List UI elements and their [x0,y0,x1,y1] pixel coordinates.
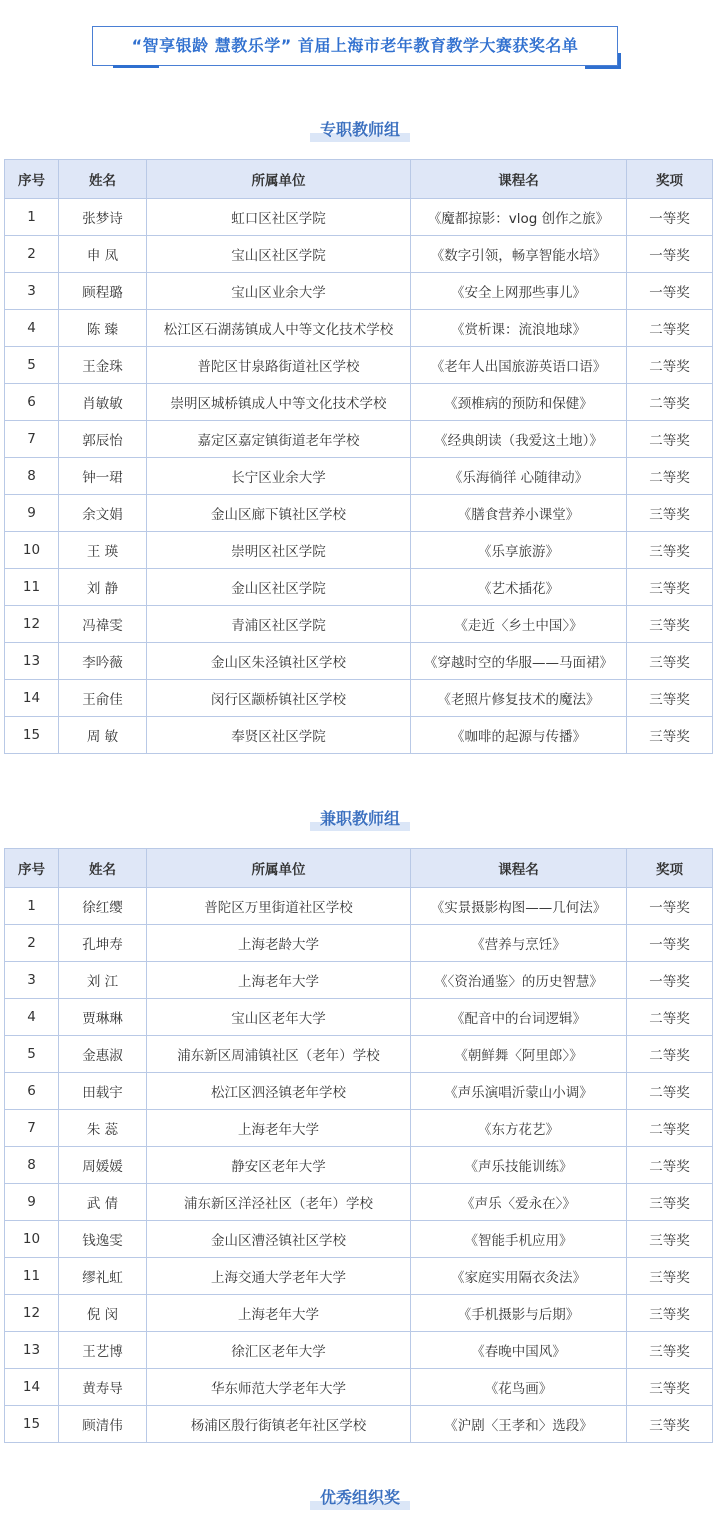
cell-index: 3 [5,962,59,999]
cell-index: 15 [5,717,59,754]
cell-award: 三等奖 [627,643,713,680]
cell-name: 贾琳琳 [59,999,147,1036]
cell-course: 《营养与烹饪》 [411,925,627,962]
table-row [5,643,713,680]
title-banner [92,26,618,66]
cell-index: 6 [5,1073,59,1110]
cell-course: 《老年人出国旅游英语口语》 [411,347,627,384]
cell-course: 《老照片修复技术的魔法》 [411,680,627,717]
cell-award: 二等奖 [627,458,713,495]
section-title: 兼职教师组 [310,807,410,831]
cell-name: 周媛媛 [59,1147,147,1184]
cell-unit: 宝山区老年大学 [147,999,411,1036]
cell-award: 一等奖 [627,925,713,962]
cell-award: 二等奖 [627,1147,713,1184]
cell-award: 二等奖 [627,384,713,421]
header-course: 课程名 [411,849,627,888]
header-index: 序号 [5,849,59,888]
cell-award: 三等奖 [627,1184,713,1221]
table-row [5,925,713,962]
table-row [5,680,713,717]
cell-name: 徐红缨 [59,888,147,925]
cell-unit: 金山区朱泾镇社区学校 [147,643,411,680]
cell-index: 9 [5,495,59,532]
title-accent-left [113,65,159,68]
table-row [5,888,713,925]
cell-course: 《手机摄影与后期》 [411,1295,627,1332]
header-award: 奖项 [627,849,713,888]
cell-course: 《声乐演唱沂蒙山小调》 [411,1073,627,1110]
cell-unit: 长宁区业余大学 [147,458,411,495]
cell-course: 《沪剧〈王孝和〉选段》 [411,1406,627,1443]
table-row [5,962,713,999]
cell-course: 《春晚中国风》 [411,1332,627,1369]
table-row [5,347,713,384]
cell-award: 三等奖 [627,1369,713,1406]
cell-index: 1 [5,199,59,236]
cell-award: 三等奖 [627,1406,713,1443]
cell-course: 《颈椎病的预防和保健》 [411,384,627,421]
table-row [5,199,713,236]
cell-unit: 闵行区颛桥镇社区学校 [147,680,411,717]
table-row [5,1295,713,1332]
header-award: 奖项 [627,160,713,199]
cell-unit: 金山区漕泾镇社区学校 [147,1221,411,1258]
cell-course: 《走近〈乡土中国〉》 [411,606,627,643]
cell-award: 一等奖 [627,236,713,273]
cell-unit: 嘉定区嘉定镇街道老年学校 [147,421,411,458]
table-row [5,717,713,754]
cell-index: 7 [5,421,59,458]
cell-award: 三等奖 [627,680,713,717]
cell-course: 《经典朗读（我爱这土地）》 [411,421,627,458]
table-row [5,1258,713,1295]
cell-course: 《乐海徜徉 心随律动》 [411,458,627,495]
cell-unit: 浦东新区周浦镇社区（老年）学校 [147,1036,411,1073]
cell-index: 11 [5,569,59,606]
cell-name: 孔坤寿 [59,925,147,962]
cell-name: 张梦诗 [59,199,147,236]
table-row [5,1221,713,1258]
cell-award: 三等奖 [627,1221,713,1258]
cell-award: 二等奖 [627,310,713,347]
cell-unit: 静安区老年大学 [147,1147,411,1184]
cell-unit: 徐汇区老年大学 [147,1332,411,1369]
header-unit: 所属单位 [147,849,411,888]
section-title: 专职教师组 [310,118,410,142]
cell-name: 朱 蕊 [59,1110,147,1147]
table-row [5,1036,713,1073]
cell-award: 三等奖 [627,717,713,754]
cell-course: 《赏析课：流浪地球》 [411,310,627,347]
table-row [5,310,713,347]
table-header-row [5,160,713,199]
cell-name: 肖敏敏 [59,384,147,421]
cell-unit: 上海老龄大学 [147,925,411,962]
cell-unit: 松江区泗泾镇老年学校 [147,1073,411,1110]
cell-name: 钱逸雯 [59,1221,147,1258]
title-accent-corner-h [585,66,621,69]
cell-name: 王俞佳 [59,680,147,717]
cell-name: 顾程璐 [59,273,147,310]
table-row [5,458,713,495]
cell-award: 三等奖 [627,1258,713,1295]
cell-name: 陈 臻 [59,310,147,347]
cell-index: 7 [5,1110,59,1147]
cell-course: 《安全上网那些事儿》 [411,273,627,310]
cell-index: 13 [5,1332,59,1369]
cell-award: 二等奖 [627,1036,713,1073]
parttime-award-table [4,848,713,1443]
cell-unit: 青浦区社区学院 [147,606,411,643]
table-row [5,1332,713,1369]
cell-name: 申 凤 [59,236,147,273]
cell-index: 5 [5,347,59,384]
table-row [5,606,713,643]
cell-index: 2 [5,236,59,273]
table-row [5,999,713,1036]
cell-course: 《数字引领，畅享智能水培》 [411,236,627,273]
section-heading-fulltime [0,118,720,142]
cell-index: 3 [5,273,59,310]
cell-unit: 金山区社区学院 [147,569,411,606]
cell-course: 《膳食营养小课堂》 [411,495,627,532]
cell-award: 二等奖 [627,421,713,458]
cell-course: 《咖啡的起源与传播》 [411,717,627,754]
cell-index: 4 [5,310,59,347]
cell-award: 二等奖 [627,1073,713,1110]
cell-unit: 上海老年大学 [147,1295,411,1332]
cell-name: 郭辰怡 [59,421,147,458]
cell-name: 周 敏 [59,717,147,754]
cell-course: 《穿越时空的华服——马面裙》 [411,643,627,680]
cell-name: 金惠淑 [59,1036,147,1073]
cell-award: 一等奖 [627,962,713,999]
cell-index: 11 [5,1258,59,1295]
cell-unit: 上海老年大学 [147,1110,411,1147]
cell-award: 二等奖 [627,1110,713,1147]
cell-name: 李吟薇 [59,643,147,680]
cell-award: 三等奖 [627,606,713,643]
cell-index: 13 [5,643,59,680]
table-row [5,569,713,606]
header-name: 姓名 [59,160,147,199]
cell-index: 14 [5,680,59,717]
cell-award: 三等奖 [627,569,713,606]
cell-award: 一等奖 [627,273,713,310]
cell-name: 黄寿导 [59,1369,147,1406]
cell-award: 三等奖 [627,1295,713,1332]
cell-award: 一等奖 [627,199,713,236]
cell-course: 《配音中的台词逻辑》 [411,999,627,1036]
cell-name: 王金珠 [59,347,147,384]
table-row [5,532,713,569]
header-course: 课程名 [411,160,627,199]
cell-name: 王艺博 [59,1332,147,1369]
cell-index: 10 [5,1221,59,1258]
section-title: 优秀组织奖 [310,1486,410,1510]
cell-unit: 浦东新区洋泾社区（老年）学校 [147,1184,411,1221]
cell-award: 一等奖 [627,888,713,925]
table-row [5,1369,713,1406]
table-row [5,273,713,310]
cell-index: 8 [5,1147,59,1184]
cell-index: 9 [5,1184,59,1221]
cell-name: 倪 闵 [59,1295,147,1332]
cell-unit: 崇明区城桥镇成人中等文化技术学校 [147,384,411,421]
cell-index: 14 [5,1369,59,1406]
cell-index: 12 [5,1295,59,1332]
cell-name: 王 瑛 [59,532,147,569]
section-heading-organization [0,1486,720,1510]
cell-course: 《家庭实用隔衣灸法》 [411,1258,627,1295]
cell-course: 《朝鲜舞〈阿里郎〉》 [411,1036,627,1073]
cell-name: 余文娟 [59,495,147,532]
cell-course: 《声乐〈爱永在〉》 [411,1184,627,1221]
cell-index: 15 [5,1406,59,1443]
cell-award: 三等奖 [627,532,713,569]
cell-unit: 虹口区社区学院 [147,199,411,236]
cell-name: 缪礼虹 [59,1258,147,1295]
table-row [5,1184,713,1221]
table-row [5,384,713,421]
cell-unit: 崇明区社区学院 [147,532,411,569]
table-row [5,421,713,458]
cell-index: 2 [5,925,59,962]
cell-name: 顾清伟 [59,1406,147,1443]
cell-award: 二等奖 [627,347,713,384]
cell-name: 田载宇 [59,1073,147,1110]
cell-course: 《魔都掠影：vlog 创作之旅》 [411,199,627,236]
table-row [5,1073,713,1110]
cell-course: 《实景摄影构图——几何法》 [411,888,627,925]
table-row [5,1406,713,1443]
table-row [5,495,713,532]
cell-course: 《声乐技能训练》 [411,1147,627,1184]
cell-unit: 松江区石湖荡镇成人中等文化技术学校 [147,310,411,347]
cell-index: 4 [5,999,59,1036]
cell-unit: 华东师范大学老年大学 [147,1369,411,1406]
cell-index: 10 [5,532,59,569]
cell-unit: 金山区廊下镇社区学校 [147,495,411,532]
cell-course: 《艺术插花》 [411,569,627,606]
cell-course: 《〈资治通鉴〉的历史智慧》 [411,962,627,999]
cell-unit: 普陀区万里街道社区学校 [147,888,411,925]
cell-index: 5 [5,1036,59,1073]
cell-index: 1 [5,888,59,925]
cell-unit: 宝山区业余大学 [147,273,411,310]
cell-unit: 上海老年大学 [147,962,411,999]
cell-award: 二等奖 [627,999,713,1036]
table-row [5,1110,713,1147]
cell-unit: 上海交通大学老年大学 [147,1258,411,1295]
cell-name: 刘 江 [59,962,147,999]
table-row [5,1147,713,1184]
table-header-row [5,849,713,888]
cell-course: 《东方花艺》 [411,1110,627,1147]
cell-name: 钟一珺 [59,458,147,495]
cell-unit: 宝山区社区学院 [147,236,411,273]
cell-name: 冯禕雯 [59,606,147,643]
cell-name: 武 倩 [59,1184,147,1221]
cell-unit: 普陀区甘泉路街道社区学校 [147,347,411,384]
section-heading-parttime [0,807,720,831]
cell-course: 《智能手机应用》 [411,1221,627,1258]
header-name: 姓名 [59,849,147,888]
cell-award: 三等奖 [627,1332,713,1369]
cell-course: 《花鸟画》 [411,1369,627,1406]
cell-index: 12 [5,606,59,643]
header-unit: 所属单位 [147,160,411,199]
page-title: “智享银龄 慧教乐学” 首届上海市老年教育教学大赛获奖名单 [131,36,579,55]
header-index: 序号 [5,160,59,199]
cell-index: 6 [5,384,59,421]
cell-award: 三等奖 [627,495,713,532]
table-row [5,236,713,273]
cell-unit: 杨浦区殷行街镇老年社区学校 [147,1406,411,1443]
cell-unit: 奉贤区社区学院 [147,717,411,754]
cell-course: 《乐享旅游》 [411,532,627,569]
cell-name: 刘 静 [59,569,147,606]
cell-index: 8 [5,458,59,495]
fulltime-award-table [4,159,713,754]
